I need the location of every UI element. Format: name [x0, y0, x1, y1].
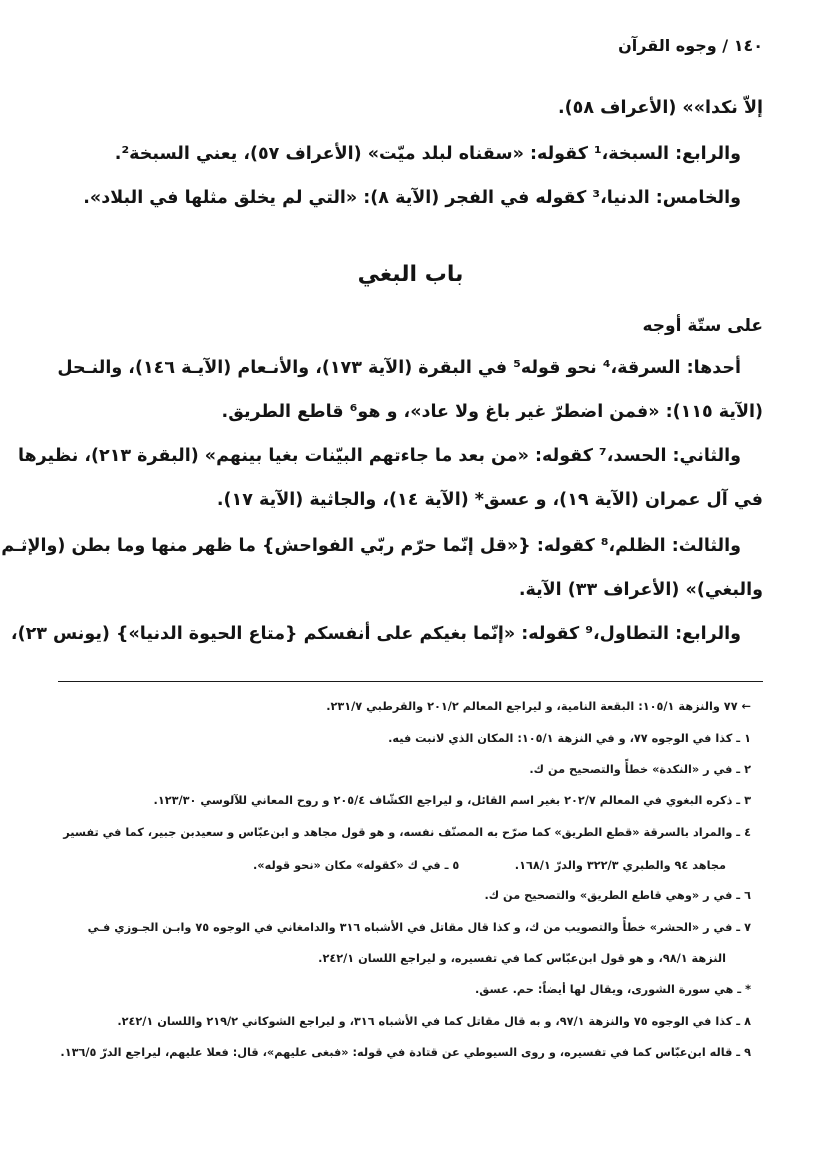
body-line: والبغي)» (الأعراف ٣٣) الآية. [518, 580, 763, 600]
footnote: ٦ ـ في ر «وهي قاطع الطريق» والتصحيح من ك. [484, 889, 751, 902]
footnote: النزهة ٩٨/١، و هو قول ابن‌عبّاس كما في تفسيره، و ليراجع اللسان ٢٤٢/١. [318, 952, 726, 965]
footnote: ٢ ـ في ر «النكدة» خطأً والتصحيح من ك. [529, 763, 751, 776]
footnote: ٥ ـ في ك «كقوله» مكان «نحو قوله». [253, 859, 460, 872]
footnote: مجاهد ٩٤ والطبري ٣٢٢/٣ والدرّ ١٦٨/١. [514, 859, 726, 872]
footnote: ← ٧٧ والنزهة ١٠٥/١: البقعة النامية، و ليراجع المعالم ٢٠١/٢ والقرطبي ٢٣١/٧. [326, 700, 751, 713]
section-subtitle: على ستّة أوجه [642, 316, 763, 336]
body-line: أحدها: السرقة،⁴ نحو قوله⁵ في البقرة (الآية ١٧٣)، والأنـعام (الآيـة ١٤٦)، والنـحل [57, 358, 741, 378]
section-title: باب البغي [357, 262, 464, 287]
footnote: * ـ هي سورة الشورى، ويقال لها أيضاً: حم. عسق. [475, 983, 751, 996]
footnote: ٩ ـ قاله ابن‌عبّاس كما في تفسيره، و روى السيوطي عن قتادة في قوله: «فبغى عليهم»، قال: فعلا عليهم، ليراجع الدرّ ١٣٦/٥. [60, 1046, 751, 1059]
body-line: والرابع: السبخة،¹ كقوله: «سقناه لبلد ميّت» (الأعراف ٥٧)، يعني السبخة². [114, 144, 741, 164]
body-line: في آل عمران (الآية ١٩)، و عسق* (الآية ١٤)، والجاثية (الآية ١٧). [216, 490, 763, 510]
body-line: والرابع: التطاول،⁹ كقوله: «إنّما بغيكم على أنفسكم {متاع الحيوة الدنيا»} (يونس ٢٣)، [10, 624, 741, 644]
page-header: ١٤٠ / وجوه القرآن [618, 36, 763, 55]
body-line: والخامس: الدنيا،³ كقوله في الفجر (الآية ٨): «التي لم يخلق مثلها في البلاد». [83, 188, 741, 208]
footnote-separator [58, 681, 763, 682]
footnote: ١ ـ كذا في الوجوه ٧٧، و في النزهة ١٠٥/١: المكان الذي لانبت فيه. [388, 732, 751, 745]
footnote: ٤ ـ والمراد بالسرقة «قطع الطريق» كما صرّح به المصنّف نفسه، و هو قول مجاهد و ابن‌عبّاس و سعيدبن جبير، كما في تفسير [63, 826, 751, 839]
body-line: إلاّ نكدا»» (الأعراف ٥٨). [558, 98, 763, 118]
footnote: ٧ ـ في ر «الحشر» خطأً والتصويب من ك، و كذا قال مقاتل في الأشباه ٣١٦ والدامغاني في الوجوه ٧٥ وابـن الجـوزي فـي [87, 921, 751, 934]
body-line: والثالث: الظلم،⁸ كقوله: {«قل إنّما حرّم ربّي الفواحش} ما ظهر منها وما بطن (والإثـم [1, 536, 741, 556]
footnote: ٣ ـ ذكره البغوي في المعالم ٢٠٢/٧ بغير اسم القائل، و ليراجع الكشّاف ٢٠٥/٤ و روح المعاني للآلوسي ١٢٣/٣٠. [153, 794, 751, 807]
footnote: ٨ ـ كذا في الوجوه ٧٥ والنزهة ٩٧/١، و به قال مقاتل كما في الأشباه ٣١٦، و ليراجع الشوكاني ٢١٩/٢ واللسان ٢٤٢/١. [117, 1015, 751, 1028]
body-line: والثاني: الحسد،⁷ كقوله: «من بعد ما جاءتهم البيّنات بغيا بينهم» (البقرة ٢١٣)، نظيرها [17, 446, 741, 466]
body-line: (الآية ١١٥): «فمن اضطرّ غير باغ ولا عاد»، و هو⁶ قاطع الطريق. [221, 402, 763, 422]
